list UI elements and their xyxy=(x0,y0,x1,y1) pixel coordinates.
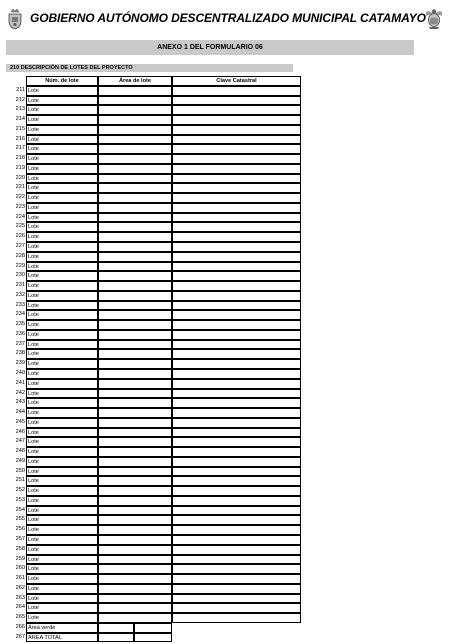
lot-area-field[interactable] xyxy=(98,232,172,242)
table-row xyxy=(8,154,293,164)
table-row xyxy=(8,135,293,145)
row-number: 234 xyxy=(15,311,25,318)
lot-area-field[interactable] xyxy=(98,193,172,203)
lot-area-field[interactable] xyxy=(98,467,172,477)
lot-area-field[interactable] xyxy=(98,115,172,125)
lot-area-field[interactable] xyxy=(98,398,172,408)
row-number: 225 xyxy=(15,223,25,230)
lot-label-cell: Lote xyxy=(26,242,98,252)
row-number: 217 xyxy=(15,145,25,152)
row-number: 259 xyxy=(15,555,25,562)
lot-label-cell: Lote xyxy=(26,457,98,467)
cadastral-key-field[interactable] xyxy=(172,105,301,115)
cadastral-key-field[interactable] xyxy=(172,369,301,379)
lots-table xyxy=(8,76,293,642)
cadastral-key-field[interactable] xyxy=(172,232,301,242)
lot-area-field[interactable] xyxy=(98,291,172,301)
cadastral-key-field[interactable] xyxy=(172,340,301,350)
table-row xyxy=(8,486,293,496)
row-number: 235 xyxy=(15,321,25,328)
cadastral-key-field[interactable] xyxy=(172,486,301,496)
lot-area-field[interactable] xyxy=(98,496,172,506)
column-header-lot-area: Área de lote xyxy=(98,76,172,86)
cadastral-key-field[interactable] xyxy=(172,457,301,467)
lot-label-cell: Lote xyxy=(26,144,98,154)
section-label: DESCRIPCIÓN DE LOTES DEL PROYECTO xyxy=(20,65,133,71)
lot-label-cell: Lote xyxy=(26,584,98,594)
table-row xyxy=(8,252,293,262)
lot-label-cell: Lote xyxy=(26,603,98,613)
table-row xyxy=(8,437,293,447)
row-number: 242 xyxy=(15,389,25,396)
lot-label-cell: Lote xyxy=(26,291,98,301)
lot-label-cell: Lote xyxy=(26,574,98,584)
lot-area-field[interactable] xyxy=(98,271,172,281)
summary-label-cell: Área verde xyxy=(26,623,98,633)
row-number: 214 xyxy=(15,116,25,123)
row-number: 262 xyxy=(15,584,25,591)
row-number: 230 xyxy=(15,272,25,279)
row-number: 236 xyxy=(15,330,25,337)
row-number: 220 xyxy=(15,174,25,181)
cadastral-key-field[interactable] xyxy=(172,193,301,203)
lot-label-cell: Lote xyxy=(26,437,98,447)
row-number: 253 xyxy=(15,496,25,503)
lot-area-field[interactable] xyxy=(98,164,172,174)
lot-label-cell: Lote xyxy=(26,476,98,486)
table-row xyxy=(8,203,293,213)
table-row xyxy=(8,398,293,408)
table-row xyxy=(8,320,293,330)
row-number: 238 xyxy=(15,350,25,357)
table-row xyxy=(8,389,293,399)
cadastral-key-field[interactable] xyxy=(172,379,301,389)
lot-label-cell: Lote xyxy=(26,105,98,115)
row-number: 261 xyxy=(15,575,25,582)
cadastral-key-field[interactable] xyxy=(172,222,301,232)
lot-area-field[interactable] xyxy=(98,506,172,516)
lot-label-cell: Lote xyxy=(26,183,98,193)
table-row xyxy=(8,613,293,623)
lot-label-cell: Lote xyxy=(26,154,98,164)
table-row xyxy=(8,242,293,252)
lot-area-field[interactable] xyxy=(98,389,172,399)
lot-label-cell: Lote xyxy=(26,301,98,311)
row-number: 244 xyxy=(15,409,25,416)
cadastral-key-field[interactable] xyxy=(172,428,301,438)
row-number: 233 xyxy=(15,301,25,308)
table-row xyxy=(8,369,293,379)
table-row xyxy=(8,96,293,106)
table-row xyxy=(8,525,293,535)
lot-area-field[interactable] xyxy=(98,144,172,154)
table-row xyxy=(8,408,293,418)
cadastral-key-field[interactable] xyxy=(172,252,301,262)
row-number: 258 xyxy=(15,545,25,552)
annex-header xyxy=(6,40,414,55)
lot-area-field[interactable] xyxy=(98,154,172,164)
table-row xyxy=(8,457,293,467)
row-number: 265 xyxy=(15,614,25,621)
table-row xyxy=(8,301,293,311)
cadastral-key-field[interactable] xyxy=(172,506,301,516)
table-row xyxy=(8,349,293,359)
lot-area-field[interactable] xyxy=(98,574,172,584)
row-number: 254 xyxy=(15,506,25,513)
row-number: 232 xyxy=(15,291,25,298)
table-row xyxy=(8,213,293,223)
cadastral-key-field[interactable] xyxy=(172,574,301,584)
lot-area-field[interactable] xyxy=(98,476,172,486)
row-number: 240 xyxy=(15,369,25,376)
section-title xyxy=(10,64,133,72)
row-number: 237 xyxy=(15,340,25,347)
section-header xyxy=(6,64,293,72)
cadastral-key-field[interactable] xyxy=(172,213,301,223)
cadastral-key-field[interactable] xyxy=(172,535,301,545)
cadastral-key-field[interactable] xyxy=(172,154,301,164)
cadastral-key-field[interactable] xyxy=(172,320,301,330)
lot-area-field[interactable] xyxy=(98,105,172,115)
row-number: 229 xyxy=(15,262,25,269)
table-row xyxy=(8,594,293,604)
lot-label-cell: Lote xyxy=(26,398,98,408)
lot-label-cell: Lote xyxy=(26,389,98,399)
cadastral-key-field[interactable] xyxy=(172,467,301,477)
cadastral-key-field[interactable] xyxy=(172,183,301,193)
lot-label-cell: Lote xyxy=(26,115,98,125)
row-number: 239 xyxy=(15,360,25,367)
row-number: 221 xyxy=(15,184,25,191)
cadastral-key-field[interactable] xyxy=(172,301,301,311)
table-row xyxy=(8,535,293,545)
cadastral-key-field[interactable] xyxy=(172,164,301,174)
lot-area-field[interactable] xyxy=(98,203,172,213)
lot-label-cell: Lote xyxy=(26,86,98,96)
lot-label-cell: Lote xyxy=(26,310,98,320)
summary-value-field[interactable] xyxy=(134,623,172,633)
table-row xyxy=(8,281,293,291)
lot-area-field[interactable] xyxy=(98,564,172,574)
cadastral-key-field[interactable] xyxy=(172,144,301,154)
cadastral-key-field[interactable] xyxy=(172,96,301,106)
table-row xyxy=(8,506,293,516)
lot-label-cell: Lote xyxy=(26,340,98,350)
lot-area-field[interactable] xyxy=(98,437,172,447)
lot-label-cell: Lote xyxy=(26,467,98,477)
summary-label-cell: ÁREA TOTAL xyxy=(26,633,98,643)
lot-label-cell: Lote xyxy=(26,252,98,262)
lot-label-cell: Lote xyxy=(26,232,98,242)
lot-area-field[interactable] xyxy=(98,183,172,193)
summary-value-field[interactable] xyxy=(98,633,134,643)
cadastral-key-field[interactable] xyxy=(172,515,301,525)
lot-area-field[interactable] xyxy=(98,262,172,272)
lot-label-cell: Lote xyxy=(26,496,98,506)
column-header-cadastral-key: Clave Catastral xyxy=(172,76,301,86)
table-row xyxy=(8,584,293,594)
row-number: 231 xyxy=(15,282,25,289)
table-row xyxy=(8,271,293,281)
cadastral-key-field[interactable] xyxy=(172,408,301,418)
cadastral-key-field[interactable] xyxy=(172,525,301,535)
row-number: 212 xyxy=(15,96,25,103)
table-row xyxy=(8,447,293,457)
row-number: 224 xyxy=(15,213,25,220)
lot-area-field[interactable] xyxy=(98,428,172,438)
row-number: 257 xyxy=(15,535,25,542)
cadastral-key-field[interactable] xyxy=(172,555,301,565)
table-row xyxy=(8,174,293,184)
summary-value-field[interactable] xyxy=(134,633,172,643)
lot-area-field[interactable] xyxy=(98,408,172,418)
lot-area-field[interactable] xyxy=(98,222,172,232)
lot-area-field[interactable] xyxy=(98,252,172,262)
row-number: 216 xyxy=(15,135,25,142)
row-number: 267 xyxy=(15,633,25,640)
lot-label-cell: Lote xyxy=(26,174,98,184)
lot-area-field[interactable] xyxy=(98,486,172,496)
lot-label-cell: Lote xyxy=(26,594,98,604)
row-number: 222 xyxy=(15,194,25,201)
table-row xyxy=(8,222,293,232)
table-row xyxy=(8,164,293,174)
section-number: 210 xyxy=(10,65,20,71)
cadastral-key-field[interactable] xyxy=(172,291,301,301)
cadastral-key-field[interactable] xyxy=(172,584,301,594)
table-row xyxy=(8,603,293,613)
cadastral-key-field[interactable] xyxy=(172,398,301,408)
row-number: 266 xyxy=(15,623,25,630)
lot-label-cell: Lote xyxy=(26,330,98,340)
lot-area-field[interactable] xyxy=(98,603,172,613)
row-number: 226 xyxy=(15,233,25,240)
cadastral-key-field[interactable] xyxy=(172,135,301,145)
table-row xyxy=(8,232,293,242)
row-number: 245 xyxy=(15,418,25,425)
cadastral-key-field[interactable] xyxy=(172,545,301,555)
summary-row xyxy=(8,623,293,633)
lot-label-cell: Lote xyxy=(26,408,98,418)
lot-area-field[interactable] xyxy=(98,340,172,350)
lot-area-field[interactable] xyxy=(98,213,172,223)
row-number: 251 xyxy=(15,477,25,484)
row-number: 211 xyxy=(16,86,25,93)
cadastral-key-field[interactable] xyxy=(172,496,301,506)
cadastral-key-field[interactable] xyxy=(172,476,301,486)
table-row xyxy=(8,428,293,438)
table-header-row xyxy=(8,76,293,86)
lot-label-cell: Lote xyxy=(26,525,98,535)
cadastral-key-field[interactable] xyxy=(172,594,301,604)
lot-label-cell: Lote xyxy=(26,447,98,457)
row-number: 252 xyxy=(15,487,25,494)
row-number: 264 xyxy=(15,604,25,611)
lot-label-cell: Lote xyxy=(26,125,98,135)
row-number: 249 xyxy=(15,457,25,464)
table-row xyxy=(8,496,293,506)
table-row xyxy=(8,467,293,477)
cadastral-key-field[interactable] xyxy=(172,262,301,272)
row-number: 248 xyxy=(15,448,25,455)
lot-label-cell: Lote xyxy=(26,281,98,291)
cadastral-key-field[interactable] xyxy=(172,242,301,252)
lot-area-field[interactable] xyxy=(98,281,172,291)
lot-label-cell: Lote xyxy=(26,135,98,145)
cadastral-key-field[interactable] xyxy=(172,359,301,369)
row-number: 218 xyxy=(15,155,25,162)
table-row xyxy=(8,193,293,203)
lot-label-cell: Lote xyxy=(26,613,98,623)
lot-area-field[interactable] xyxy=(98,86,172,96)
lot-label-cell: Lote xyxy=(26,213,98,223)
page-title: GOBIERNO AUTÓNOMO DESCENTRALIZADO MUNICIPAL CATAMAYO xyxy=(30,11,426,25)
row-number: 247 xyxy=(15,438,25,445)
cadastral-key-field[interactable] xyxy=(172,86,301,96)
table-row xyxy=(8,144,293,154)
lot-area-field[interactable] xyxy=(98,242,172,252)
lot-area-field[interactable] xyxy=(98,379,172,389)
lot-label-cell: Lote xyxy=(26,262,98,272)
lot-label-cell: Lote xyxy=(26,359,98,369)
lot-area-field[interactable] xyxy=(98,320,172,330)
lot-area-field[interactable] xyxy=(98,594,172,604)
table-row xyxy=(8,340,293,350)
lot-label-cell: Lote xyxy=(26,349,98,359)
lot-label-cell: Lote xyxy=(26,379,98,389)
row-number: 223 xyxy=(15,203,25,210)
table-row xyxy=(8,555,293,565)
municipal-shield-icon xyxy=(6,8,24,30)
row-number: 263 xyxy=(15,594,25,601)
lot-area-field[interactable] xyxy=(98,418,172,428)
column-header-lot-number: Núm. de lote xyxy=(26,76,98,86)
cadastral-key-field[interactable] xyxy=(172,281,301,291)
table-row xyxy=(8,330,293,340)
cadastral-key-field[interactable] xyxy=(172,437,301,447)
table-row xyxy=(8,86,293,96)
row-number: 250 xyxy=(15,467,25,474)
lot-area-field[interactable] xyxy=(98,359,172,369)
table-row xyxy=(8,418,293,428)
lot-label-cell: Lote xyxy=(26,506,98,516)
lot-area-field[interactable] xyxy=(98,584,172,594)
row-number: 243 xyxy=(15,399,25,406)
table-row xyxy=(8,545,293,555)
cadastral-key-field[interactable] xyxy=(172,564,301,574)
lot-area-field[interactable] xyxy=(98,310,172,320)
cadastral-key-field[interactable] xyxy=(172,349,301,359)
lot-label-cell: Lote xyxy=(26,164,98,174)
table-row xyxy=(8,359,293,369)
row-number: 260 xyxy=(15,565,25,572)
cadastral-key-field[interactable] xyxy=(172,603,301,613)
lot-label-cell: Lote xyxy=(26,428,98,438)
row-number: 255 xyxy=(15,516,25,523)
row-number: 215 xyxy=(15,125,25,132)
table-row xyxy=(8,125,293,135)
lot-area-field[interactable] xyxy=(98,96,172,106)
lot-area-field[interactable] xyxy=(98,447,172,457)
lot-area-field[interactable] xyxy=(98,301,172,311)
lot-label-cell: Lote xyxy=(26,515,98,525)
cadastral-key-field[interactable] xyxy=(172,310,301,320)
lot-label-cell: Lote xyxy=(26,193,98,203)
cadastral-key-field[interactable] xyxy=(172,613,301,623)
cadastral-key-field[interactable] xyxy=(172,389,301,399)
lot-label-cell: Lote xyxy=(26,203,98,213)
table-row xyxy=(8,310,293,320)
summary-value-field[interactable] xyxy=(98,623,134,633)
cadastral-key-field[interactable] xyxy=(172,174,301,184)
row-number: 219 xyxy=(15,164,25,171)
lot-label-cell: Lote xyxy=(26,486,98,496)
cadastral-key-field[interactable] xyxy=(172,125,301,135)
lot-area-field[interactable] xyxy=(98,525,172,535)
lot-label-cell: Lote xyxy=(26,555,98,565)
cadastral-key-field[interactable] xyxy=(172,330,301,340)
row-number: 213 xyxy=(15,106,25,113)
lot-label-cell: Lote xyxy=(26,535,98,545)
table-row xyxy=(8,476,293,486)
row-number: 241 xyxy=(15,379,25,386)
row-number: 227 xyxy=(15,243,25,250)
lot-label-cell: Lote xyxy=(26,418,98,428)
cadastral-key-field[interactable] xyxy=(172,115,301,125)
lot-area-field[interactable] xyxy=(98,125,172,135)
lot-area-field[interactable] xyxy=(98,369,172,379)
table-row xyxy=(8,515,293,525)
cadastral-key-field[interactable] xyxy=(172,271,301,281)
row-number: 246 xyxy=(15,428,25,435)
lot-area-field[interactable] xyxy=(98,555,172,565)
lot-label-cell: Lote xyxy=(26,564,98,574)
table-row xyxy=(8,262,293,272)
cadastral-key-field[interactable] xyxy=(172,418,301,428)
lot-area-field[interactable] xyxy=(98,457,172,467)
lot-area-field[interactable] xyxy=(98,545,172,555)
lot-label-cell: Lote xyxy=(26,271,98,281)
table-row xyxy=(8,291,293,301)
lot-area-field[interactable] xyxy=(98,515,172,525)
cadastral-key-field[interactable] xyxy=(172,447,301,457)
annex-label: ANEXO 1 DEL FORMULARIO 06 xyxy=(157,44,263,51)
lot-area-field[interactable] xyxy=(98,349,172,359)
table-row xyxy=(8,183,293,193)
lot-label-cell: Lote xyxy=(26,222,98,232)
lot-area-field[interactable] xyxy=(98,174,172,184)
lot-label-cell: Lote xyxy=(26,96,98,106)
lot-area-field[interactable] xyxy=(98,613,172,623)
row-number: 228 xyxy=(15,252,25,259)
table-row xyxy=(8,105,293,115)
table-row xyxy=(8,379,293,389)
table-row xyxy=(8,574,293,584)
lot-area-field[interactable] xyxy=(98,330,172,340)
lot-label-cell: Lote xyxy=(26,320,98,330)
lot-area-field[interactable] xyxy=(98,535,172,545)
row-number: 256 xyxy=(15,526,25,533)
national-coat-of-arms-icon xyxy=(425,8,443,30)
table-row xyxy=(8,115,293,125)
lot-label-cell: Lote xyxy=(26,369,98,379)
table-row xyxy=(8,564,293,574)
cadastral-key-field[interactable] xyxy=(172,203,301,213)
summary-row xyxy=(8,633,293,643)
lot-area-field[interactable] xyxy=(98,135,172,145)
lot-label-cell: Lote xyxy=(26,545,98,555)
